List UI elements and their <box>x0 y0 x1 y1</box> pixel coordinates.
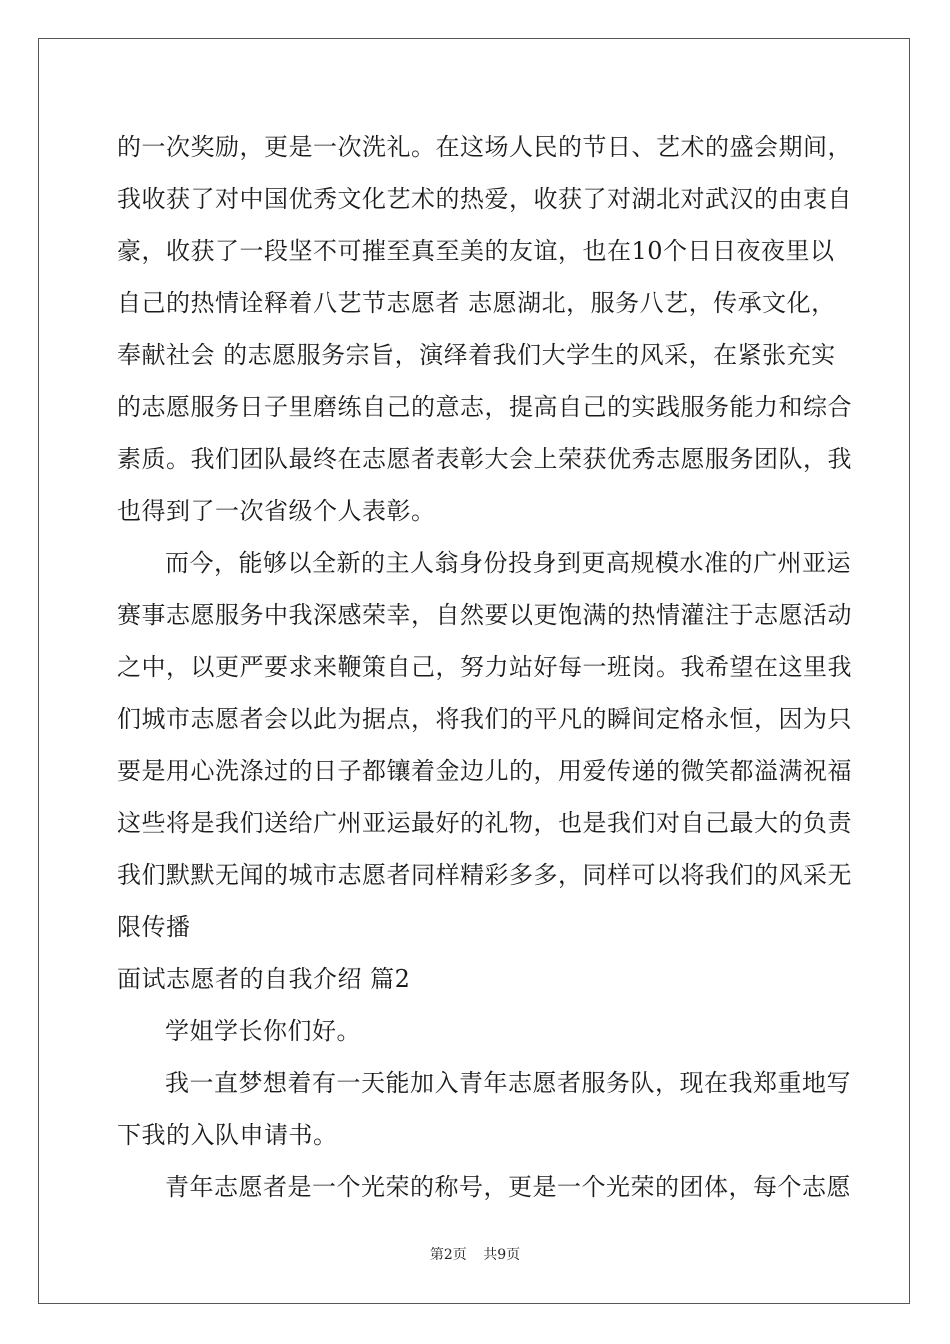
text-line: 自己的热情诠释着八艺节志愿者 志愿湖北，服务八艺，传承文化， <box>117 289 836 317</box>
text-line: 要是用心洗涤过的日子都镶着金边儿的，用爱传递的微笑都溢满祝福 <box>117 757 852 785</box>
paragraph-first-line: 而今，能够以全新的主人翁身份投身到更高规模水准的广州亚运 <box>165 549 851 577</box>
page-total: 共9页 <box>483 1247 521 1263</box>
text-line: 的一次奖励，更是一次洗礼。在这场人民的节日、艺术的盛会期间， <box>117 133 852 161</box>
text-line: 奉献社会 的志愿服务宗旨，演绎着我们大学生的风采，在紧张充实 <box>117 341 836 369</box>
paragraph-first-line: 学姐学长你们好。 <box>165 1017 361 1045</box>
text-line: 下我的入队申请书。 <box>117 1121 338 1149</box>
section-heading: 面试志愿者的自我介绍 篇2 <box>117 965 411 993</box>
text-line: 限传播 <box>117 913 191 941</box>
text-line: 我们默默无闻的城市志愿者同样精彩多多，同样可以将我们的风采无 <box>117 861 852 889</box>
text-line: 赛事志愿服务中我深感荣幸，自然要以更饱满的热情灌注于志愿活动 <box>117 601 852 629</box>
text-line: 们城市志愿者会以此为据点，将我们的平凡的瞬间定格永恒，因为只 <box>117 705 852 733</box>
text-line: 的志愿服务日子里磨练自己的意志，提高自己的实践服务能力和综合 <box>117 393 852 421</box>
paragraph-first-line: 我一直梦想着有一天能加入青年志愿者服务队，现在我郑重地写 <box>165 1069 851 1097</box>
page-number: 第2页 <box>429 1247 467 1263</box>
page-footer <box>0 1246 950 1264</box>
paragraph-first-line: 青年志愿者是一个光荣的称号，更是一个光荣的团体，每个志愿 <box>165 1173 851 1201</box>
text-line: 也得到了一次省级个人表彰。 <box>117 497 436 525</box>
text-line: 素质。我们团队最终在志愿者表彰大会上荣获优秀志愿服务团队，我 <box>117 445 852 473</box>
text-line: 豪，收获了一段坚不可摧至真至美的友谊，也在10个日日夜夜里以 <box>117 237 835 265</box>
text-line: 这些将是我们送给广州亚运最好的礼物，也是我们对自己最大的负责 <box>117 809 852 837</box>
text-line: 之中，以更严要求来鞭策自己，努力站好每一班岗。我希望在这里我 <box>117 653 852 681</box>
text-line: 我收获了对中国优秀文化艺术的热爱，收获了对湖北对武汉的由衷自 <box>117 185 852 213</box>
